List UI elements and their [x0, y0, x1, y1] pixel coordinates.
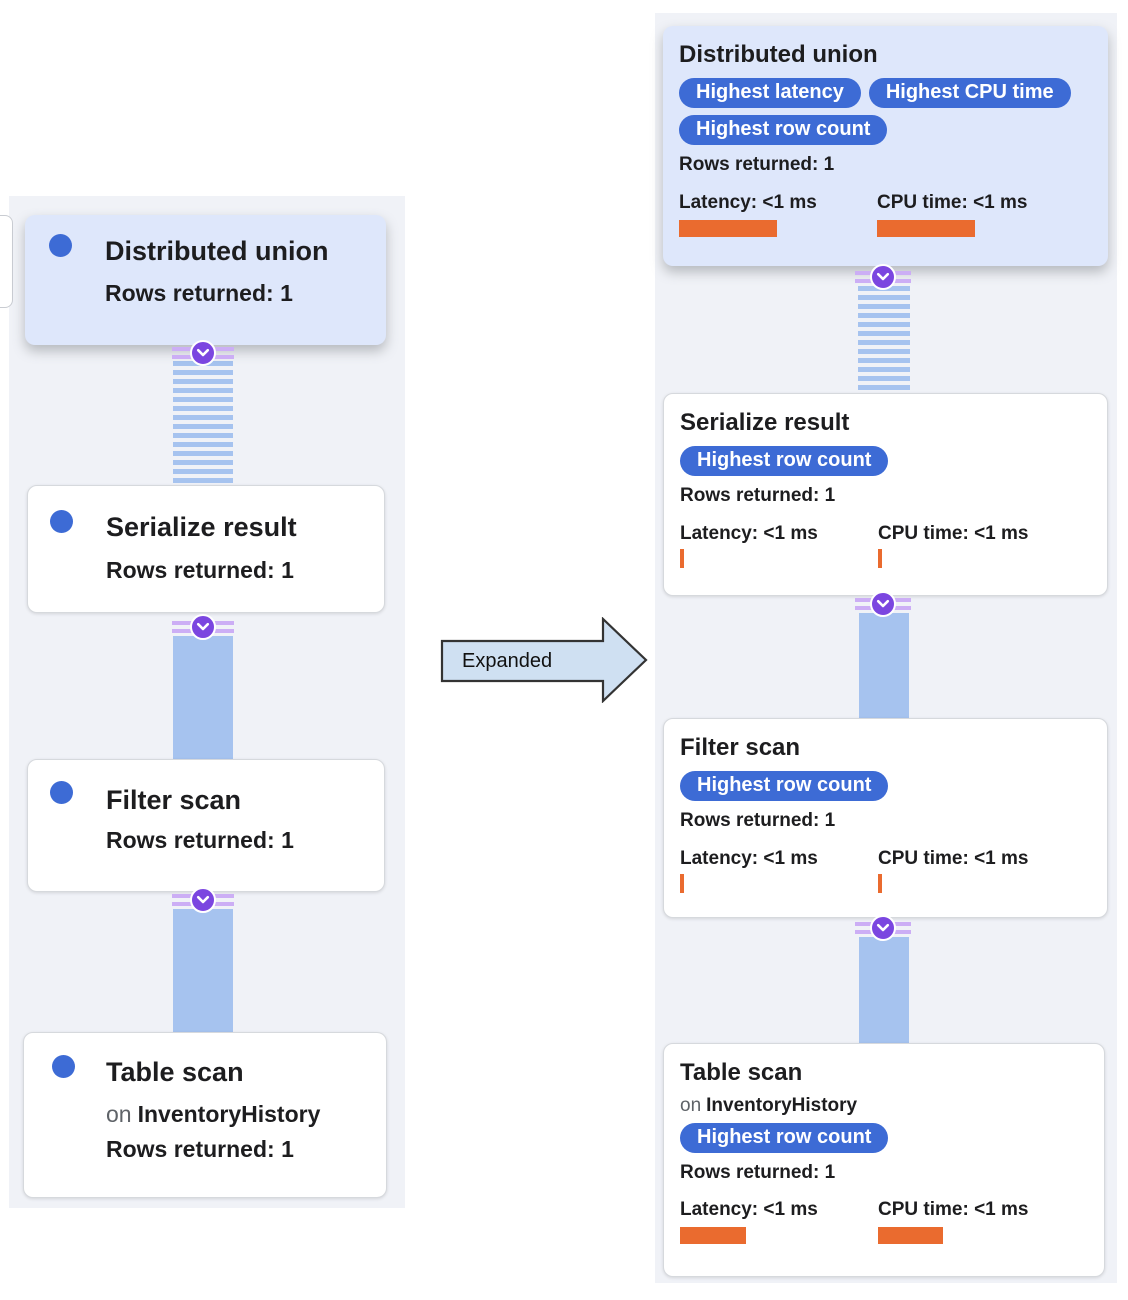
node-table-ref — [106, 1100, 320, 1128]
connector-striped-bar — [858, 286, 910, 393]
cpu-label: CPU time: <1 ms — [878, 848, 1029, 869]
metrics-row — [680, 523, 1091, 568]
node-rows-returned: Rows returned: 1 — [105, 280, 293, 306]
node-dot-icon — [50, 510, 73, 533]
node-rows-returned: Rows returned: 1 — [680, 485, 836, 506]
chevron-down-icon — [196, 622, 210, 632]
connector-solid-bar — [859, 937, 909, 1043]
cpu-bar — [878, 874, 882, 893]
chevron-down-icon — [196, 348, 210, 358]
plan-node-distributed-union-expanded[interactable] — [663, 26, 1108, 266]
cpu-bar — [878, 549, 882, 568]
connector-solid-bar — [173, 636, 233, 759]
latency-bar — [680, 549, 684, 568]
metrics-row — [680, 1199, 1088, 1244]
cpu-metric — [877, 192, 1092, 237]
clipped-node-card — [0, 215, 13, 308]
expand-collapse-chevron[interactable] — [190, 614, 216, 640]
latency-label: Latency: <1 ms — [680, 848, 818, 869]
expand-collapse-chevron[interactable] — [870, 591, 896, 617]
expand-collapse-chevron[interactable] — [190, 887, 216, 913]
latency-label: Latency: <1 ms — [680, 523, 818, 544]
expand-collapse-chevron[interactable] — [870, 264, 896, 290]
table-name: InventoryHistory — [706, 1095, 858, 1116]
on-prefix: on — [106, 1101, 132, 1127]
chevron-down-icon — [196, 895, 210, 905]
latency-bar — [680, 1227, 746, 1244]
node-rows-returned: Rows returned: 1 — [106, 827, 294, 853]
latency-metric — [679, 192, 877, 237]
status-badge: Highest row count — [679, 115, 887, 145]
status-badge: Highest row count — [680, 1123, 888, 1153]
plan-node-table-scan-collapsed[interactable] — [23, 1032, 387, 1198]
latency-metric — [680, 848, 878, 893]
node-title: Serialize result — [680, 409, 850, 436]
cpu-metric — [878, 523, 1091, 568]
node-dot-icon — [49, 234, 72, 257]
cpu-label: CPU time: <1 ms — [878, 523, 1029, 544]
cpu-bar — [878, 1227, 943, 1244]
chevron-down-icon — [876, 923, 890, 933]
node-title: Filter scan — [106, 785, 242, 815]
latency-label: Latency: <1 ms — [679, 192, 817, 213]
node-rows-returned: Rows returned: 1 — [106, 557, 294, 583]
node-rows-returned: Rows returned: 1 — [680, 810, 836, 831]
badge-row — [680, 446, 1091, 476]
plan-node-filter-scan-expanded[interactable] — [663, 718, 1108, 918]
plan-node-serialize-result-collapsed[interactable] — [27, 485, 385, 613]
chevron-down-icon — [876, 599, 890, 609]
connector-solid-bar — [173, 909, 233, 1032]
badge-row — [679, 78, 1092, 145]
plan-node-table-scan-expanded[interactable] — [663, 1043, 1105, 1277]
status-badge: Highest row count — [680, 771, 888, 801]
cpu-label: CPU time: <1 ms — [878, 1199, 1029, 1220]
node-rows-returned: Rows returned: 1 — [679, 154, 835, 175]
cpu-metric — [878, 1199, 1088, 1244]
chevron-down-icon — [876, 272, 890, 282]
cpu-bar — [877, 220, 975, 237]
status-badge: Highest latency — [679, 78, 861, 108]
node-title: Filter scan — [680, 734, 801, 761]
badge-row — [680, 771, 1091, 801]
metrics-row — [680, 848, 1091, 893]
node-title: Distributed union — [679, 41, 878, 68]
expand-collapse-chevron[interactable] — [870, 915, 896, 941]
expanded-annotation-arrow — [440, 617, 650, 703]
status-badge: Highest CPU time — [869, 78, 1071, 108]
cpu-label: CPU time: <1 ms — [877, 192, 1028, 213]
node-rows-returned: Rows returned: 1 — [680, 1162, 836, 1183]
node-title: Table scan — [680, 1059, 803, 1086]
node-table-ref — [680, 1095, 1088, 1117]
status-badge: Highest row count — [680, 446, 888, 476]
node-title: Serialize result — [106, 512, 297, 542]
on-prefix: on — [680, 1095, 702, 1116]
node-rows-returned: Rows returned: 1 — [106, 1136, 294, 1162]
table-name: InventoryHistory — [137, 1101, 321, 1127]
plan-node-filter-scan-collapsed[interactable] — [27, 759, 385, 892]
latency-bar — [679, 220, 777, 237]
connector-solid-bar — [859, 613, 909, 718]
plan-node-serialize-result-expanded[interactable] — [663, 393, 1108, 596]
metrics-row — [679, 192, 1092, 237]
node-dot-icon — [52, 1055, 75, 1078]
node-dot-icon — [50, 781, 73, 804]
node-title: Distributed union — [105, 236, 329, 266]
arrow-label: Expanded — [462, 650, 553, 672]
node-title: Table scan — [106, 1057, 244, 1087]
expand-collapse-chevron[interactable] — [190, 340, 216, 366]
latency-metric — [680, 523, 878, 568]
badge-row — [680, 1123, 1088, 1153]
connector-striped-bar — [173, 361, 233, 485]
latency-metric — [680, 1199, 878, 1244]
plan-node-distributed-union-collapsed[interactable] — [25, 215, 386, 345]
cpu-metric — [878, 848, 1091, 893]
latency-bar — [680, 874, 684, 893]
latency-label: Latency: <1 ms — [680, 1199, 818, 1220]
